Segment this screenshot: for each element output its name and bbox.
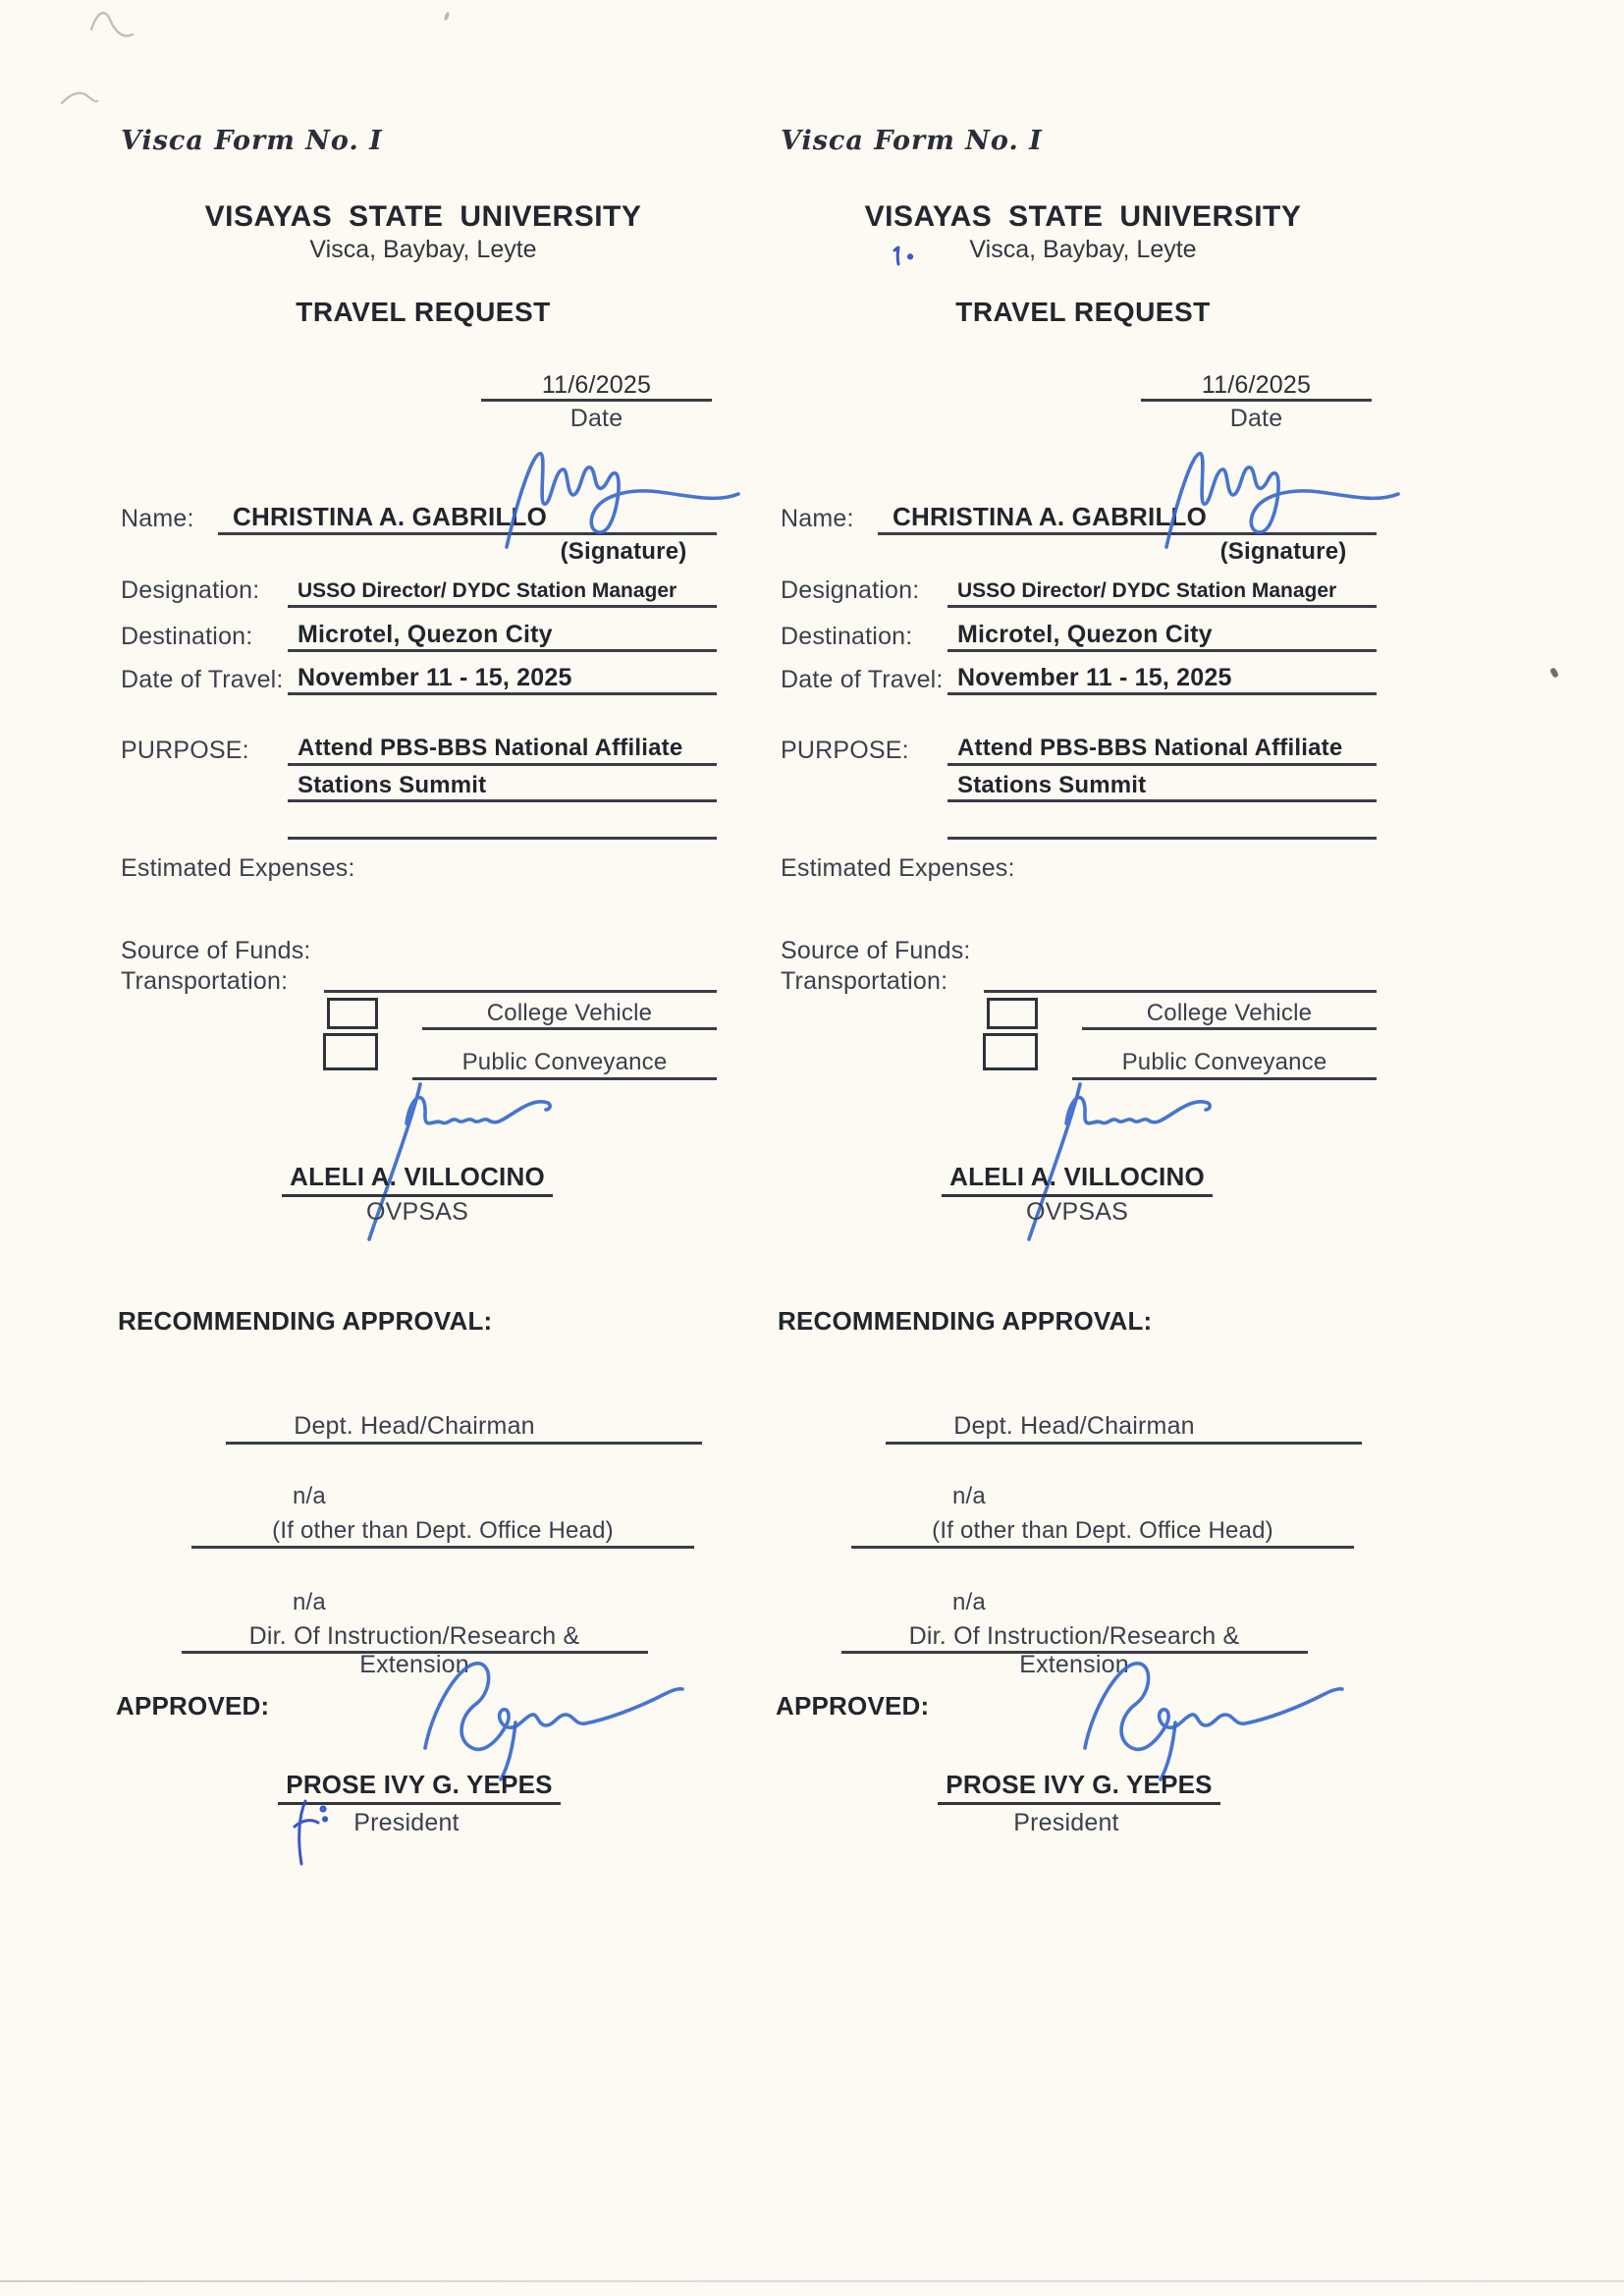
- na-value-2: n/a: [293, 1589, 326, 1615]
- travel-date-value: November 11 - 15, 2025: [957, 664, 1232, 691]
- destination-line: [947, 624, 1377, 652]
- na-value-1: n/a: [293, 1483, 326, 1509]
- president-name: PROSE IVY G. YEPES: [198, 1770, 640, 1805]
- other-head-label: (If other than Dept. Office Head): [932, 1517, 1273, 1544]
- pen-tick-mark: [891, 244, 936, 269]
- form-number: Visca Form No. I: [121, 126, 383, 156]
- university-address: Visca, Baybay, Leyte: [969, 236, 1197, 263]
- approved-label: APPROVED:: [776, 1691, 930, 1721]
- travel-date-label: Date of Travel:: [781, 666, 944, 693]
- purpose-value-line2: Stations Summit: [957, 772, 1147, 798]
- purpose-line1: [288, 738, 717, 766]
- name-label: Name:: [781, 505, 854, 532]
- name-label: Name:: [121, 505, 194, 532]
- university-name: VISAYAS STATE UNIVERSITY: [864, 200, 1302, 233]
- form-title: TRAVEL REQUEST: [296, 297, 551, 327]
- recommending-approval-label: RECOMMENDING APPROVAL:: [778, 1306, 1153, 1336]
- dept-head-label: Dept. Head/Chairman: [953, 1412, 1195, 1440]
- designation-value: USSO Director/ DYDC Station Manager: [957, 579, 1337, 602]
- designation-label: Designation:: [781, 576, 920, 604]
- name-value: CHRISTINA A. GABRILLO: [893, 502, 1208, 531]
- purpose-value-line1: Attend PBS-BBS National Affiliate: [298, 735, 683, 761]
- date-line: [1141, 374, 1372, 402]
- date-value: 11/6/2025: [1201, 371, 1312, 399]
- transportation-label: Transportation:: [121, 967, 289, 995]
- destination-value: Microtel, Quezon City: [298, 621, 553, 648]
- name-value: CHRISTINA A. GABRILLO: [233, 502, 548, 531]
- estimated-expenses-label: Estimated Expenses:: [781, 854, 1015, 882]
- transport-top-line: [984, 990, 1377, 993]
- public-conveyance-label: Public Conveyance: [461, 1049, 668, 1075]
- approved-label: APPROVED:: [116, 1691, 270, 1721]
- funds-officer-name: ALELI A. VILLOCINO: [900, 1162, 1254, 1197]
- designation-value: USSO Director/ DYDC Station Manager: [298, 579, 677, 602]
- dept-head-label: Dept. Head/Chairman: [294, 1412, 535, 1440]
- funds-officer-name: ALELI A. VILLOCINO: [241, 1162, 594, 1197]
- college-vehicle-line: [1082, 1027, 1377, 1030]
- designation-line: [288, 579, 717, 608]
- director-label: Dir. Of Instruction/Research & Extension: [248, 1622, 580, 1678]
- destination-value: Microtel, Quezon City: [957, 621, 1213, 648]
- purpose-value-line1: Attend PBS-BBS National Affiliate: [957, 735, 1343, 761]
- purpose-line2: [288, 774, 717, 802]
- transport-top-line: [324, 990, 717, 993]
- president-signature-icon: [398, 1652, 697, 1784]
- destination-label: Destination:: [121, 623, 253, 650]
- signature-caption: (Signature): [1219, 538, 1347, 565]
- public-conveyance-checkbox: [323, 1033, 378, 1070]
- estimated-expenses-label: Estimated Expenses:: [121, 854, 355, 882]
- date-caption: Date: [1229, 405, 1283, 432]
- date-line: [481, 374, 712, 402]
- president-title: President: [353, 1809, 460, 1836]
- transportation-label: Transportation:: [781, 967, 948, 995]
- dept-head-line: [226, 1442, 702, 1445]
- travel-date-value: November 11 - 15, 2025: [298, 664, 572, 691]
- designation-label: Designation:: [121, 576, 260, 604]
- travel-date-line: [947, 667, 1377, 695]
- page-edge-line: [0, 2280, 1624, 2282]
- purpose-line3: [288, 837, 717, 840]
- dept-head-line: [886, 1442, 1362, 1445]
- college-vehicle-checkbox: [987, 998, 1038, 1029]
- purpose-line3: [947, 837, 1377, 840]
- purpose-value-line2: Stations Summit: [298, 772, 487, 798]
- president-title: President: [1013, 1809, 1119, 1836]
- funds-officer-office: OVPSAS: [365, 1198, 469, 1226]
- president-name: PROSE IVY G. YEPES: [858, 1770, 1300, 1805]
- college-vehicle-label: College Vehicle: [486, 1000, 653, 1026]
- destination-line: [288, 624, 717, 652]
- college-vehicle-checkbox: [327, 998, 378, 1029]
- destination-label: Destination:: [781, 623, 913, 650]
- na-value-1: n/a: [952, 1483, 986, 1509]
- university-address: Visca, Baybay, Leyte: [309, 236, 537, 263]
- source-of-funds-label: Source of Funds:: [121, 937, 311, 964]
- ink-speck: [444, 12, 451, 22]
- signature-caption: (Signature): [560, 538, 687, 565]
- university-name: VISAYAS STATE UNIVERSITY: [204, 200, 642, 233]
- recommending-approval-label: RECOMMENDING APPROVAL:: [118, 1306, 493, 1336]
- president-signature-icon: [1057, 1652, 1357, 1784]
- designation-line: [947, 579, 1377, 608]
- purpose-label: PURPOSE:: [781, 737, 909, 764]
- ink-speck: [1549, 667, 1559, 679]
- other-head-line: [191, 1546, 694, 1549]
- travel-date-label: Date of Travel:: [121, 666, 284, 693]
- other-head-label: (If other than Dept. Office Head): [272, 1517, 614, 1544]
- purpose-line2: [947, 774, 1377, 802]
- director-label: Dir. Of Instruction/Research & Extension: [908, 1622, 1240, 1678]
- source-of-funds-label: Source of Funds:: [781, 937, 971, 964]
- travel-request-form: [743, 88, 1403, 1856]
- college-vehicle-line: [422, 1027, 717, 1030]
- purpose-label: PURPOSE:: [121, 737, 249, 764]
- form-title: TRAVEL REQUEST: [955, 297, 1211, 327]
- date-value: 11/6/2025: [541, 371, 652, 399]
- funds-officer-office: OVPSAS: [1025, 1198, 1129, 1226]
- travel-date-line: [288, 667, 717, 695]
- for-annotation-mark: [288, 1795, 331, 1868]
- other-head-line: [851, 1546, 1354, 1549]
- travel-request-form: [83, 88, 743, 1856]
- public-conveyance-label: Public Conveyance: [1121, 1049, 1327, 1075]
- public-conveyance-checkbox: [983, 1033, 1038, 1070]
- date-caption: Date: [569, 405, 623, 432]
- form-number: Visca Form No. I: [781, 126, 1043, 156]
- na-value-2: n/a: [952, 1589, 986, 1615]
- college-vehicle-label: College Vehicle: [1146, 1000, 1313, 1026]
- purpose-line1: [947, 738, 1377, 766]
